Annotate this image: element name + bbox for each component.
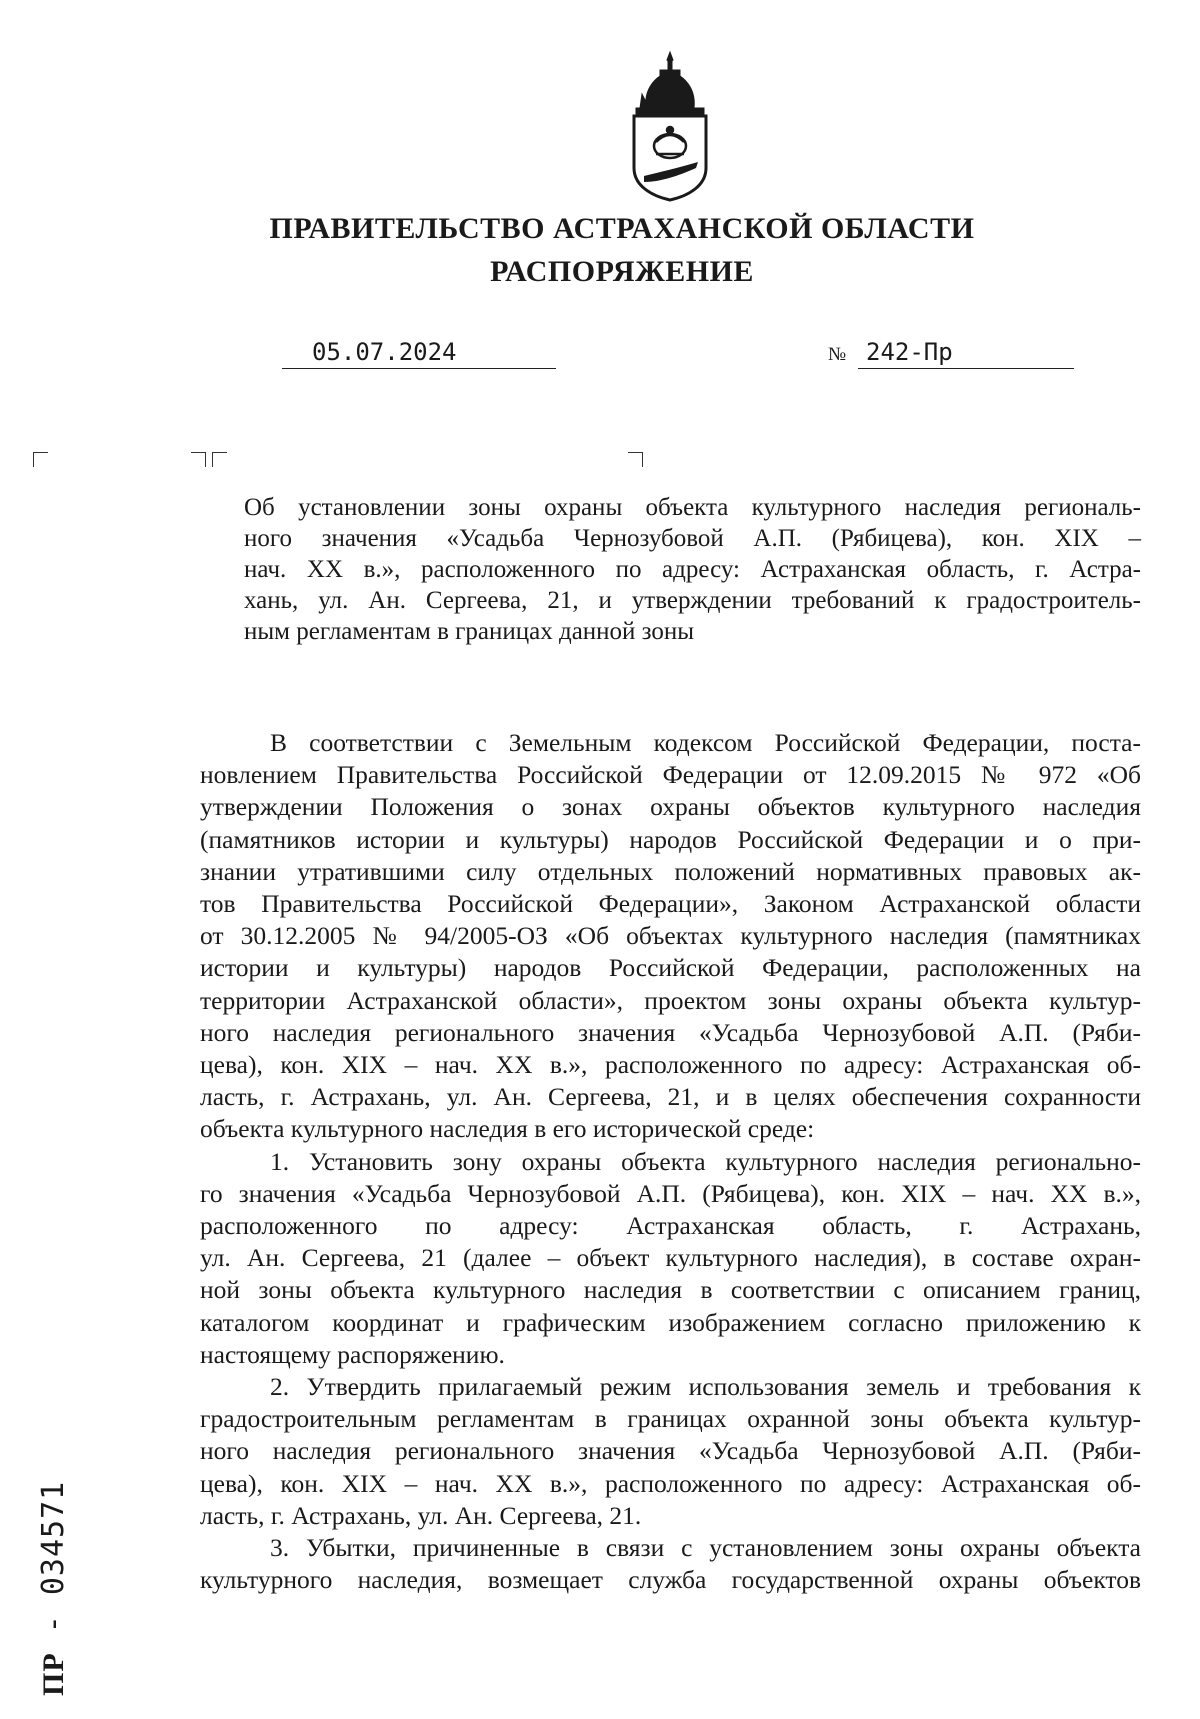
subject-line: хань, ул. Ан. Сергеева, 21, и утверждении требований к градостроитель- <box>244 587 1141 614</box>
body-line: настоящему распоряжению. <box>200 1339 505 1369</box>
body-line: тов Правительства Российской Федерации», Законом Астраханской области <box>200 889 1141 919</box>
body-line: ного наследия регионального значения «Усадьба Чернозубовой А.П. (Ряби- <box>200 1436 1141 1466</box>
body-line: ул. Ан. Сергеева, 21 (далее – объект культурного наследия), в составе охран- <box>200 1243 1141 1273</box>
serial-stamp <box>18 1480 78 1700</box>
document-type-title: РАСПОРЯЖЕНИЕ <box>490 255 754 288</box>
number-field <box>858 340 1074 369</box>
body-line: новлением Правительства Российской Федерации от 12.09.2015 № 972 «Об <box>200 760 1141 790</box>
subject-line: ным регламентам в границах данной зоны <box>244 618 695 645</box>
body-line: культурного наследия, возмещает служба государственной охраны объектов <box>200 1565 1141 1595</box>
subject-line: Об установлении зоны охраны объекта культурного наследия региональ- <box>244 494 1141 521</box>
body-line: цева), кон. XIX – нач. XX в.», расположенного по адресу: Астраханская об- <box>200 1050 1141 1080</box>
serial-dash: - <box>36 1595 71 1653</box>
organization-title: ПРАВИТЕЛЬСТВО АСТРАХАНСКОЙ ОБЛАСТИ <box>269 212 975 245</box>
body-line: ласть, г. Астрахань, ул. Ан. Сергеева, 21. <box>200 1500 642 1530</box>
body-line: истории и культуры) народов Российской Федерации, расположенных на <box>200 953 1141 983</box>
body-line: 3. Убытки, причиненные в связи с установлением зоны охраны объекта <box>270 1533 1141 1563</box>
subject-line: нач. XX в.», расположенного по адресу: Астраханская область, г. Астра- <box>244 556 1141 583</box>
body-line: каталогом координат и графическим изображением согласно приложению к <box>200 1307 1141 1337</box>
subject-line: ного значения «Усадьба Чернозубовой А.П. (Рябицева), кон. XIX – <box>244 525 1141 552</box>
body-line: от 30.12.2005 № 94/2005-ОЗ «Об объектах культурного наследия (памятниках <box>200 921 1141 951</box>
body-line: ласть, г. Астрахань, ул. Ан. Сергеева, 21, и в целях обеспечения сохранности <box>200 1082 1141 1112</box>
date-field <box>282 340 556 369</box>
body-line: го значения «Усадьба Чернозубовой А.П. (Рябицева), кон. XIX – нач. XX в.», <box>200 1178 1141 1208</box>
document-number: 242-Пр <box>866 338 953 366</box>
serial-prefix: ПР <box>37 1652 70 1696</box>
body-line: расположенного по адресу: Астраханская область, г. Астрахань, <box>200 1211 1141 1241</box>
serial-stamp-text <box>36 1481 71 1696</box>
document-subject <box>244 492 1141 647</box>
body-line: ного наследия регионального значения «Усадьба Чернозубовой А.П. (Ряби- <box>200 1017 1141 1047</box>
number-label: № <box>828 344 847 365</box>
corner-mark-top-left <box>33 452 48 467</box>
corner-mark-subject-start-right <box>191 452 206 467</box>
body-line: (памятников истории и культуры) народов Российской Федерации и о при- <box>200 824 1141 854</box>
body-line: знании утратившими силу отдельных положений нормативных правовых ак- <box>200 856 1141 886</box>
body-line: 2. Утвердить прилагаемый режим использования земель и требования к <box>270 1372 1141 1402</box>
body-line: цева), кон. XIX – нач. XX в.», расположенного по адресу: Астраханская об- <box>200 1468 1141 1498</box>
body-line: ной зоны объекта культурного наследия в соответствии с описанием границ, <box>200 1275 1141 1305</box>
body-line: градостроительным регламентам в границах охранной зоны объекта культур- <box>200 1404 1141 1434</box>
corner-mark-subject-end <box>628 452 643 467</box>
body-line: 1. Установить зону охраны объекта культурного наследия регионально- <box>270 1146 1141 1176</box>
document-body <box>200 727 1141 1596</box>
body-line: В соответствии с Земельным кодексом Российской Федерации, поста- <box>270 728 1141 757</box>
body-line: объекта культурного наследия в его исторической среде: <box>200 1114 815 1144</box>
corner-mark-subject-start-left <box>212 452 227 467</box>
document-date: 05.07.2024 <box>312 338 457 366</box>
body-line: территории Астраханской области», проектом зоны охраны объекта культур- <box>200 985 1141 1015</box>
body-line: утверждении Положения о зонах охраны объектов культурного наследия <box>200 792 1141 822</box>
coat-of-arms-emblem <box>626 50 714 202</box>
serial-code: 034571 <box>36 1480 71 1596</box>
